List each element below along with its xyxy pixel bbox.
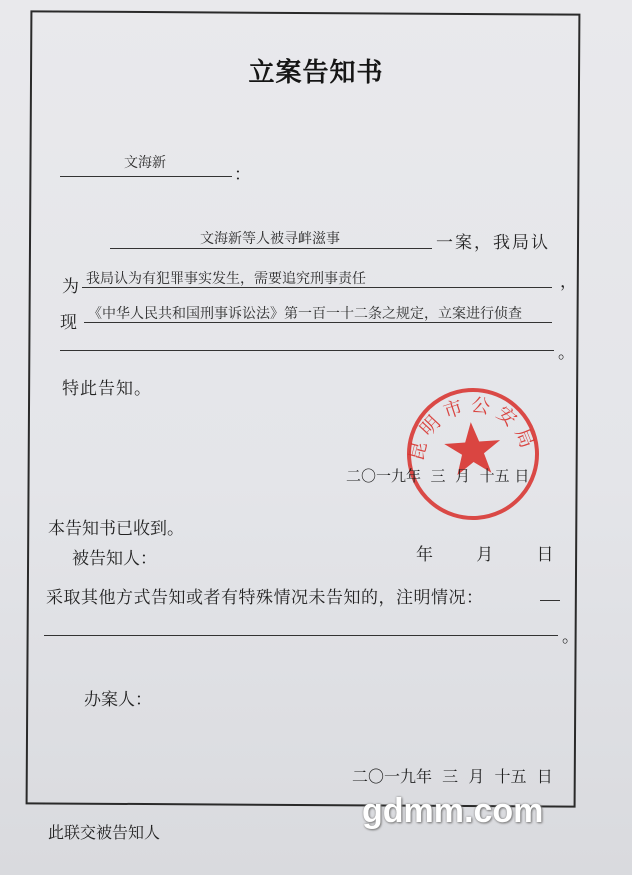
footer-date: 二〇一九年 三 月 十五 日 bbox=[352, 767, 553, 786]
copy-note: 此联交被告知人 bbox=[48, 823, 161, 842]
blank-underline bbox=[60, 350, 554, 351]
addressee-name: 文海新 bbox=[124, 155, 166, 171]
blank-period: 。 bbox=[558, 343, 575, 363]
addressee-underline bbox=[60, 176, 232, 177]
case-suffix: 一案，我局认 bbox=[436, 233, 550, 253]
watermark-logo: gdmm.com bbox=[362, 792, 544, 830]
handler-label: 办案人： bbox=[84, 690, 152, 710]
note-underline bbox=[44, 635, 558, 636]
case-name: 文海新等人被寻衅滋事 bbox=[200, 231, 340, 247]
other-method-note: 采取其他方式告知或者有特殊情况未告知的，注明情况： bbox=[46, 588, 484, 608]
notice-closing: 特此告知。 bbox=[62, 379, 152, 399]
legal-basis-text: 《中华人民共和国刑事诉讼法》第一百一十二条之规定，立案进行侦查 bbox=[88, 306, 522, 322]
row-xian-label: 现 bbox=[60, 313, 77, 333]
date-blank: 年 月 日 bbox=[416, 545, 554, 565]
document-title: 立案告知书 bbox=[248, 58, 384, 88]
legal-basis-underline bbox=[84, 322, 552, 323]
issue-date: 二〇一九年 三 月 十五 日 bbox=[346, 467, 530, 485]
reason-comma: ， bbox=[560, 272, 577, 292]
seal-text: 昆明市公安局 bbox=[405, 393, 541, 464]
note-period: 。 bbox=[562, 627, 579, 647]
reason-text: 我局认为有犯罪事实发生，需要追究刑事责任 bbox=[86, 271, 366, 287]
case-name-underline bbox=[110, 248, 432, 249]
received-statement: 本告知书已收到。 bbox=[48, 519, 184, 539]
addressee-colon: ： bbox=[234, 165, 251, 185]
note-short-underline bbox=[540, 600, 560, 601]
official-seal-icon bbox=[398, 379, 547, 528]
reason-underline bbox=[82, 287, 552, 288]
row-wei-label: 为 bbox=[62, 277, 79, 297]
notified-person-label: 被告知人： bbox=[72, 549, 157, 569]
